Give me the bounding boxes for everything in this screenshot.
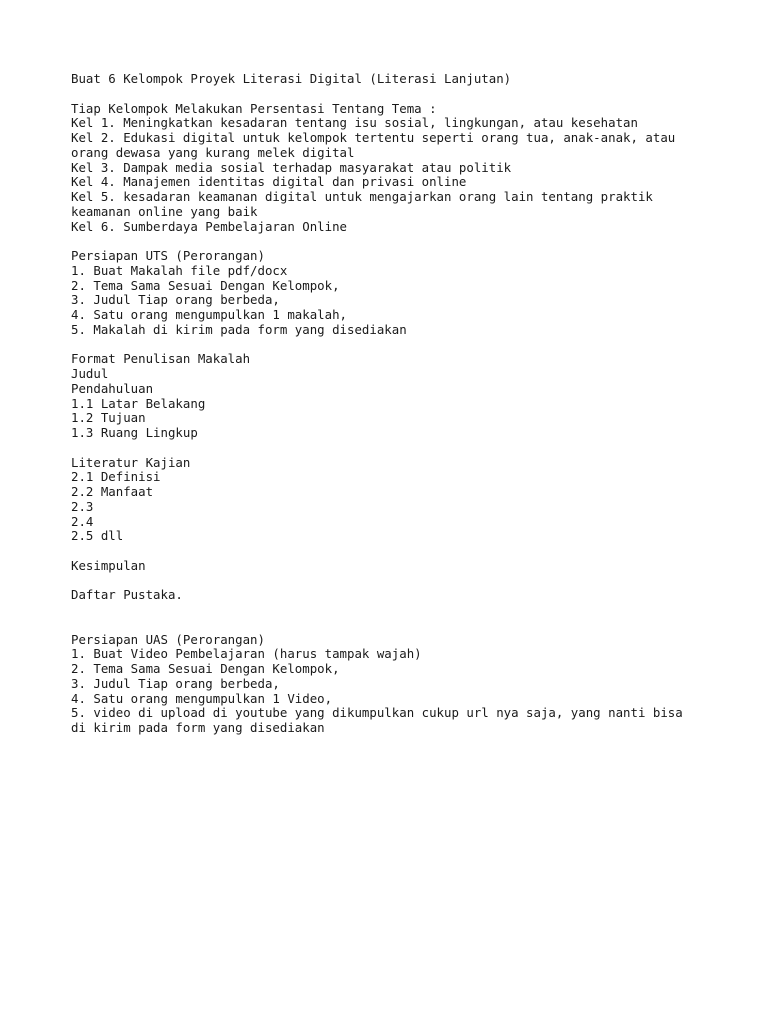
document-body xyxy=(71,72,711,736)
text-line: Literatur Kajian xyxy=(71,454,191,470)
text-line: di kirim pada form yang disediakan xyxy=(71,720,325,735)
text-line: 2. Tema Sama Sesuai Dengan Kelompok, xyxy=(71,661,340,676)
blank-line xyxy=(71,87,711,102)
text-line: 1.2 Tujuan xyxy=(71,410,146,426)
text-line: 2.3 xyxy=(71,498,94,514)
text-line: Buat 6 Kelompok Proyek Literasi Digital (Literasi Lanjutan) xyxy=(71,71,512,86)
text-line: 5. Makalah di kirim pada form yang disediakan xyxy=(71,321,407,337)
text-line: Kel 5. kesadaran keamanan digital untuk mengajarkan orang lain tentang praktik xyxy=(71,189,653,204)
text-line: Kel 6. Sumberdaya Pembelajaran Online xyxy=(71,218,348,234)
blank-line xyxy=(71,441,711,456)
text-line: 4. Satu orang mengumpulkan 1 makalah, xyxy=(71,307,348,322)
text-line: 1. Buat Makalah file pdf/docx xyxy=(71,262,288,278)
blank-line xyxy=(71,574,711,589)
text-line: Kel 4. Manajemen identitas digital dan privasi online xyxy=(71,174,467,190)
blank-line xyxy=(71,544,711,559)
text-line: 3. Judul Tiap orang berbeda, xyxy=(71,675,280,691)
text-line: 2.4 xyxy=(71,513,94,529)
text-line: Persiapan UTS (Perorangan) xyxy=(71,248,265,263)
text-line: 5. video di upload di youtube yang dikumpulkan cukup url nya saja, yang nanti bisa xyxy=(71,705,683,721)
text-line: 2.5 dll xyxy=(71,528,124,544)
text-line: 1.3 Ruang Lingkup xyxy=(71,425,198,440)
text-line: 2. Tema Sama Sesuai Dengan Kelompok, xyxy=(71,277,340,293)
text-line: 3. Judul Tiap orang berbeda, xyxy=(71,292,280,308)
blank-line xyxy=(71,618,711,633)
text-line: Kel 3. Dampak media sosial terhadap masyarakat atau politik xyxy=(71,159,512,175)
text-line: orang dewasa yang kurang melek digital xyxy=(71,144,355,160)
text-line: Kel 2. Edukasi digital untuk kelompok tertentu seperti orang tua, anak-anak, atau xyxy=(71,130,676,145)
text-line: 2.1 Definisi xyxy=(71,469,161,485)
blank-line xyxy=(71,338,711,353)
text-line: Judul xyxy=(71,366,109,381)
text-line: keamanan online yang baik xyxy=(71,203,258,219)
blank-line xyxy=(71,603,711,618)
text-line: Persiapan UAS (Perorangan) xyxy=(71,631,265,647)
text-line: 4. Satu orang mengumpulkan 1 Video, xyxy=(71,690,333,706)
text-line: 1.1 Latar Belakang xyxy=(71,395,206,411)
text-line: Format Penulisan Makalah xyxy=(71,351,251,367)
text-line: Tiap Kelompok Melakukan Persentasi Tentang Tema : xyxy=(71,100,437,116)
text-line: Pendahuluan xyxy=(71,380,154,396)
blank-line xyxy=(71,234,711,249)
text-line: Kel 1. Meningkatkan kesadaran tentang isu sosial, lingkungan, atau kesehatan xyxy=(71,115,638,131)
text-line: Kesimpulan xyxy=(71,557,146,573)
text-line: 1. Buat Video Pembelajaran (harus tampak wajah) xyxy=(71,646,422,662)
text-line: Daftar Pustaka. xyxy=(71,587,183,603)
text-line: 2.2 Manfaat xyxy=(71,484,154,499)
